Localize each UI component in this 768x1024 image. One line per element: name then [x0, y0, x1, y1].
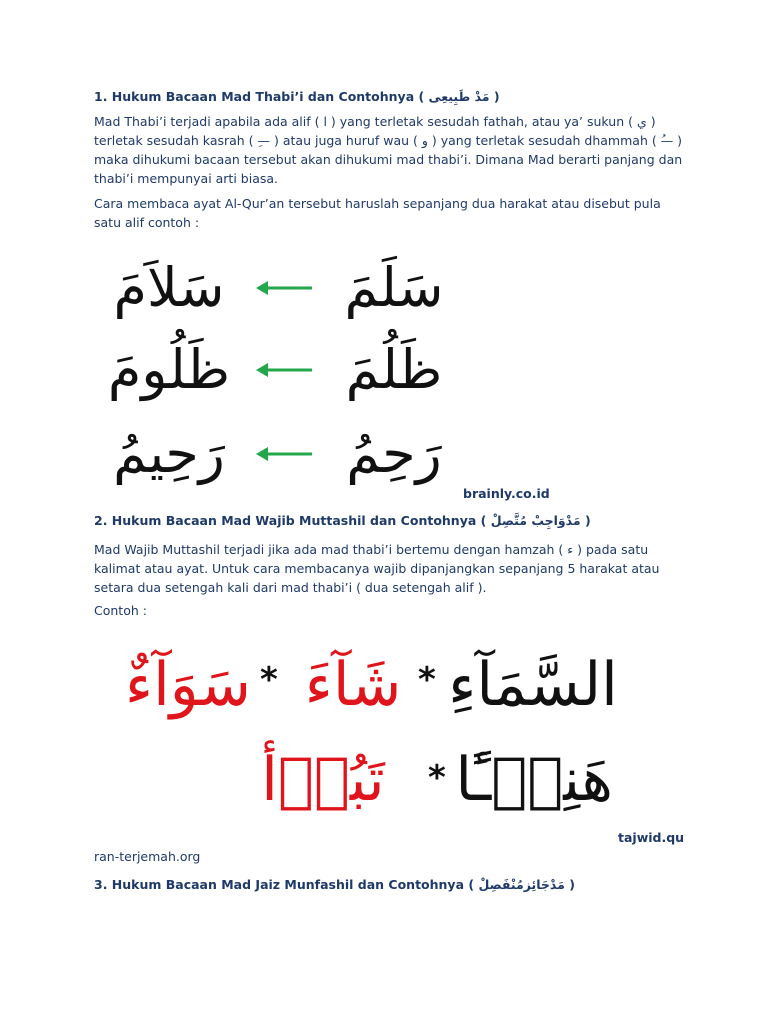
section2-paragraph-1: Mad Wajib Muttashil terjadi jika ada mad thabi’i bertemu dengan hamzah ( ء ) pada satu kalimat atau ayat. Untuk cara membacanya wajib dipanjangkan sepanjang 5 harakat atau setara dua setengah kali dari mad thabi’i ( dua setengah alif ).: [94, 542, 660, 595]
arabic-word-long: رَحِيمُ: [113, 422, 225, 485]
arabic-word-short: ظَلُمَ: [345, 338, 443, 401]
arabic-word-long: ظَلُومَ: [107, 338, 231, 401]
arrow-left-icon: [256, 278, 316, 298]
image-credit-tajwid-a: tajwid.qu: [618, 830, 685, 845]
section1-heading: 1. Hukum Bacaan Mad Thabi’i dan Contohnya ( مَدْ طَبِيعِى ): [94, 89, 500, 104]
arabic-word-short: رَحِمُ: [346, 422, 442, 485]
arrow-left-icon: [256, 444, 316, 464]
section3-heading: 3. Hukum Bacaan Mad Jaiz Munfashil dan Contohnya ( مَدْجَائِزمُنْفَصِلْ ): [94, 877, 575, 892]
example-row: [94, 330, 464, 410]
arabic-word-tabuu: تَبُوۤأ: [261, 745, 385, 815]
section2-heading: 2. Hukum Bacaan Mad Wajib Muttashil dan Contohnya ( مَدْوَاجِبْ مُتَّصِلْ ): [94, 513, 591, 528]
separator-star: *: [428, 758, 446, 798]
section1-paragraph-1: Mad Thabi’i terjadi apabila ada alif ( ا ) yang terletak sesudah fathah, atau ya’ sukun ( ي ) terletak sesudah kasrah ( —ِ ) atau juga huruf wau ( و ) yang terletak sesudah dhammah ( —ُ ) maka dihukumi bacaan tersebut akan dihukumi mad thabi’i. Dimana Mad berarti panjang dan thabi’i mempunyai arti biasa.: [94, 114, 683, 186]
contoh-label: Contoh :: [94, 603, 147, 618]
image-credit-tajwid-b: ran-terjemah.org: [94, 849, 201, 864]
mad-wajib-examples: [118, 640, 618, 830]
section1-paragraph-2: Cara membaca ayat Al-Qur’an tersebut haruslah sepanjang dua harakat atau disebut pula satu alif contoh :: [94, 196, 661, 230]
arabic-word-syaa: شَآءَ: [304, 650, 402, 720]
example-row: [94, 414, 464, 494]
separator-star: *: [418, 660, 436, 700]
arabic-word-sawaa: سَوَآءٌ: [124, 650, 252, 720]
arabic-word-assamaa: السَّمَآءِ: [448, 650, 618, 720]
arabic-word-haniian: هَنِيۤـًٔا: [455, 745, 613, 815]
image-credit-brainly: brainly.co.id: [463, 486, 550, 501]
separator-star: *: [260, 660, 278, 700]
arabic-word-short: سَلَمَ: [344, 256, 444, 319]
arrow-left-icon: [256, 360, 316, 380]
example-row: [94, 248, 464, 328]
mad-thabii-examples: [94, 248, 464, 498]
arabic-word-long: سَلاَمَ: [113, 256, 225, 319]
